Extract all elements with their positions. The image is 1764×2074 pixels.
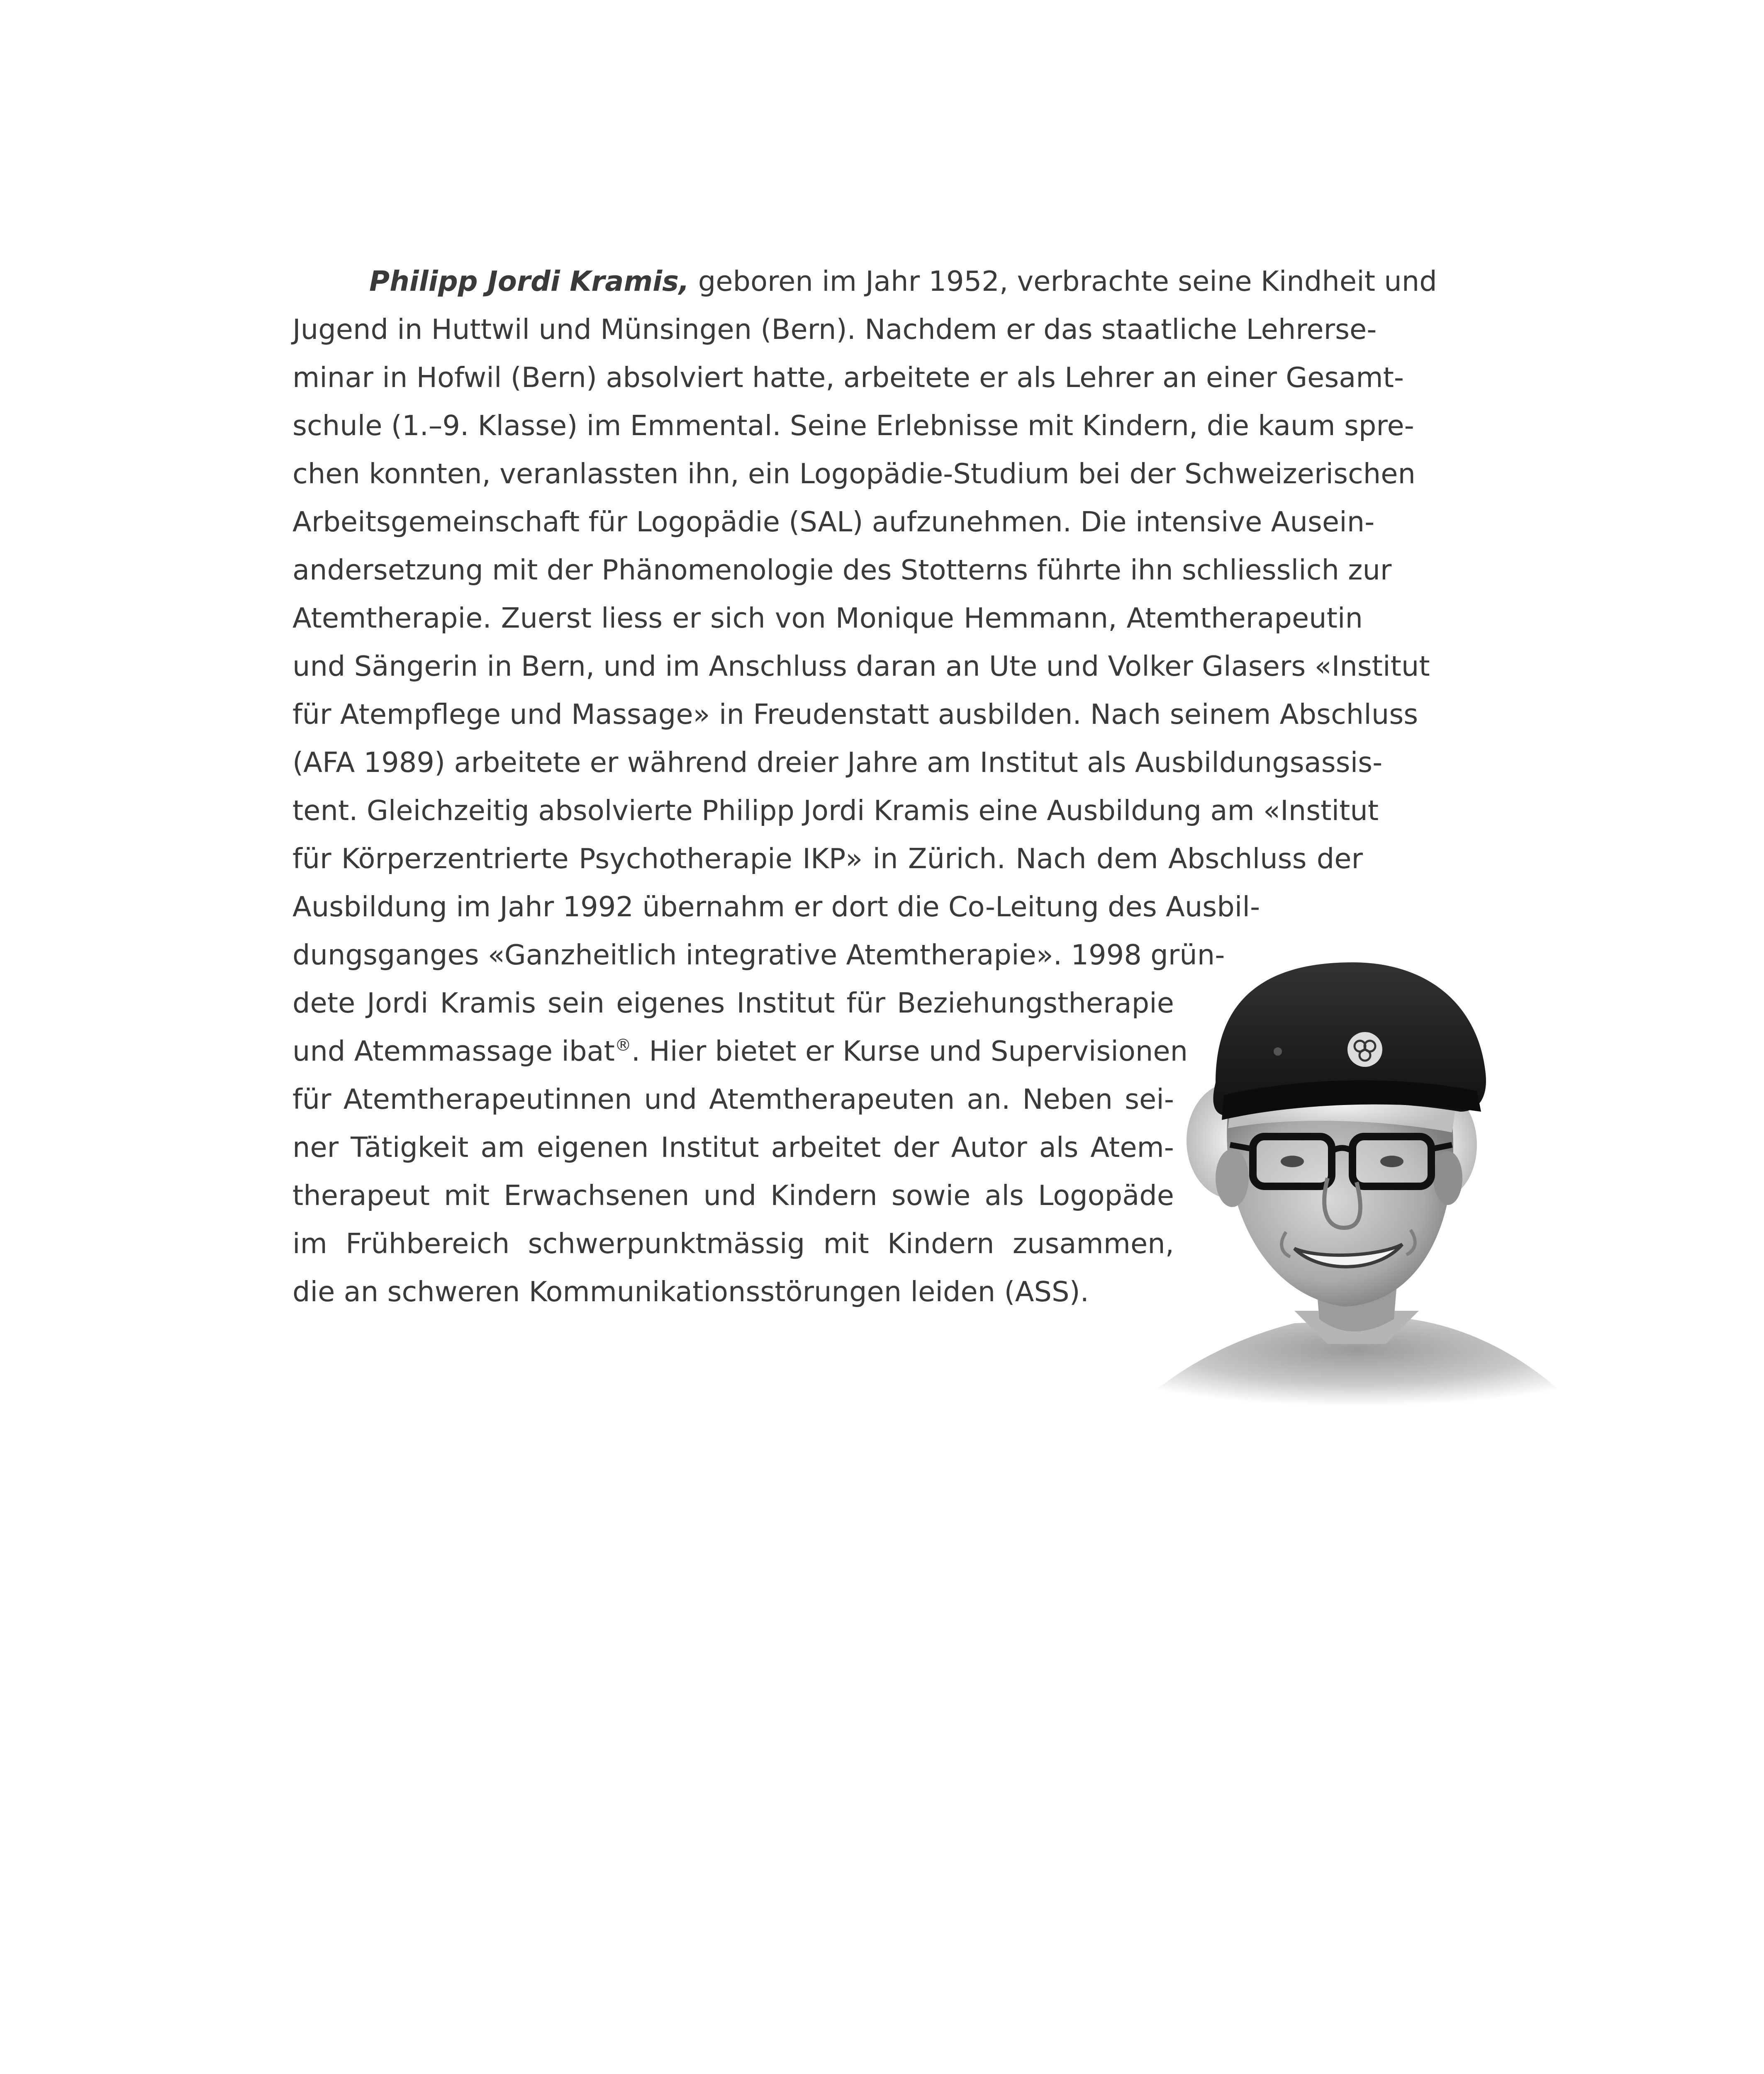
- bio-line: im Frühbereich schwerpunktmässig mit Kindern zusammen,: [292, 1227, 1174, 1260]
- bio-line: Philipp Jordi Kramis, geboren im Jahr 1952, verbrachte seine Kindheit und: [369, 265, 1437, 297]
- triskele-icon: [1347, 1032, 1382, 1067]
- bio-line: ner Tätigkeit am eigenen Institut arbeitet der Autor als Atem-: [292, 1131, 1174, 1164]
- bio-line: therapeut mit Erwachsenen und Kindern sowie als Logopäde: [292, 1179, 1174, 1212]
- bio-line: für Atemtherapeutinnen und Atemtherapeuten an. Neben sei-: [292, 1083, 1174, 1115]
- bio-line: Atemtherapie. Zuerst liess er sich von Monique Hemmann, Atemtherapeutin: [292, 602, 1363, 634]
- bio-line: für Atempflege und Massage» in Freudenstatt ausbilden. Nach seinem Abschluss: [292, 698, 1418, 730]
- bio-line: minar in Hofwil (Bern) absolviert hatte, arbeitete er als Lehrer an einer Gesamt-: [292, 361, 1404, 394]
- author-portrait-photo: [1120, 946, 1585, 1410]
- bio-line: und Atemmassage ibat®. Hier bietet er Kurse und Supervisionen: [292, 1035, 1188, 1067]
- registered-trademark-sign: ®: [614, 1036, 631, 1055]
- bio-line: Jugend in Huttwil und Münsingen (Bern). Nachdem er das staatliche Lehrerse-: [292, 313, 1377, 346]
- bio-line: und Sängerin in Bern, und im Anschluss daran an Ute und Volker Glasers «Institut: [292, 650, 1430, 682]
- bio-line: dete Jordi Kramis sein eigenes Institut für Beziehungstherapie: [292, 987, 1174, 1019]
- bio-line: Ausbildung im Jahr 1992 übernahm er dort die Co-Leitung des Ausbil-: [292, 891, 1260, 923]
- bio-line: schule (1.–9. Klasse) im Emmental. Seine Erlebnisse mit Kindern, die kaum spre-: [292, 409, 1414, 442]
- bio-line: andersetzung mit der Phänomenologie des Stotterns führte ihn schliesslich zur: [292, 554, 1392, 586]
- bio-line: (AFA 1989) arbeitete er während dreier Jahre am Institut als Ausbildungsassis-: [292, 746, 1383, 779]
- author-name: Philipp Jordi Kramis,: [369, 265, 690, 297]
- bio-line: Arbeitsgemeinschaft für Logopädie (SAL) aufzunehmen. Die intensive Ausein-: [292, 506, 1375, 538]
- bio-line: dungsganges «Ganzheitlich integrative Atemtherapie». 1998 grün-: [292, 939, 1225, 971]
- bio-line: die an schweren Kommunikationsstörungen leiden (ASS).: [292, 1276, 1089, 1308]
- bio-line: tent. Gleichzeitig absolvierte Philipp Jordi Kramis eine Ausbildung am «Institut: [292, 794, 1379, 827]
- bio-line: chen konnten, veranlassten ihn, ein Logopädie-Studium bei der Schweizerischen: [292, 458, 1416, 490]
- bio-line: für Körperzentrierte Psychotherapie IKP» in Zürich. Nach dem Abschluss der: [292, 842, 1363, 875]
